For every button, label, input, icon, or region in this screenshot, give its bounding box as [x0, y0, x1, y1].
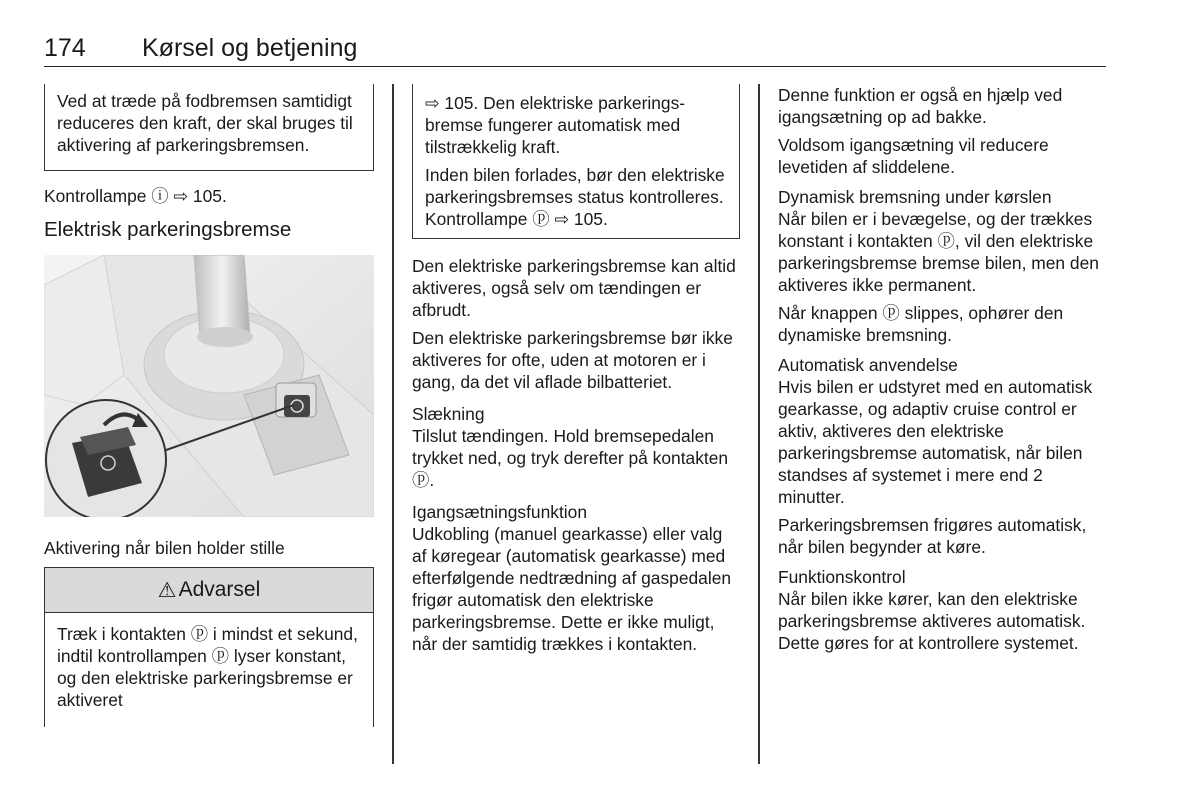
paragraph: Tilslut tændingen. Hold bremsepedalen trykket ned, og tryk derefter på kontakten ⓟ. — [412, 426, 729, 490]
paragraph: Udkobling (manuel gearkasse) eller valg af køregear (automatisk gearkasse) med efterfølgende nedtrædning af gaspedalen frigør automatisk den elektriske parkeringsbremse. Dette er ikke muligt, når der samtidig trækkes i kontakten. — [412, 524, 732, 654]
subheading-function-check: Funktionskontrol — [778, 567, 906, 587]
warning-body — [45, 613, 373, 727]
page-number: 174 — [44, 34, 86, 62]
parking-brake-drawing — [44, 255, 374, 517]
paragraph: Parkeringsbremsen frigøres automatisk, når bilen begynder at køre. — [778, 515, 1087, 557]
paragraph: Voldsom igangsætning vil reducere levetiden af sliddelene. — [778, 135, 1049, 177]
paragraph: Den elektriske parkeringsbremse bør ikke aktiveres for ofte, uden at motoren er i gang, da det vil aflade bilbatteriet. — [412, 328, 733, 392]
paragraph: Denne funktion er også en hjælp ved igangsætning op ad bakke. — [778, 85, 1063, 127]
warning-title: Advarsel — [178, 578, 261, 601]
box-paragraph: ⇨ 105. Den elektriske parkeringsbremse fungerer automatisk med tilstrækkelig kraft. — [425, 93, 686, 157]
page-header — [44, 30, 1106, 67]
warning-header — [45, 568, 373, 613]
indicator-reference: Kontrollampe ⓘ ⇨ 105. — [44, 186, 227, 206]
subheading-automatic-use: Automatisk anvendelse — [778, 355, 958, 375]
paragraph: Den elektriske parkeringsbremse kan altid aktiveres, også selv om tændingen er afbrudt. — [412, 256, 736, 320]
note-box — [44, 84, 374, 171]
parking-brake-illustration — [44, 255, 374, 517]
subheading-activation: Aktivering når bilen holder stille — [44, 538, 285, 558]
subheading-dynamic-braking: Dynamisk bremsning under kørslen — [778, 187, 1052, 207]
column-left — [44, 84, 374, 727]
page-title: Kørsel og betjening — [142, 34, 358, 62]
box-paragraph: Inden bilen forlades, bør den elektriske parkeringsbremses status kontrolleres. Kontrollampe ⓟ ⇨ 105. — [425, 165, 725, 229]
column-divider — [758, 84, 760, 764]
column-right — [778, 84, 1108, 660]
warning-triangle-icon: ⚠ — [157, 578, 177, 602]
paragraph: Når bilen ikke kører, kan den elektriske parkeringsbremse aktiveres automatisk. Dette gøres for at kontrollere systemet. — [778, 589, 1086, 653]
warning-continuation-box — [412, 84, 740, 239]
paragraph: Hvis bilen er udstyret med en automatisk gearkasse, og adaptiv cruise control er aktiv, aktiveres den elektriske parkeringsbremse automatisk, når bilen standses af systemet i mere end 2 minutter. — [778, 377, 1093, 507]
column-middle — [412, 84, 740, 661]
subheading-release: Slækning — [412, 404, 485, 424]
subheading-start-function: Igangsætningsfunktion — [412, 502, 587, 522]
paragraph: Når knappen ⓟ slippes, ophører den dynamiske bremsning. — [778, 303, 1064, 345]
note-text: Ved at træde på fodbremsen samtidigt reduceres den kraft, der skal bruges til aktivering af parkeringsbremsen. — [57, 91, 353, 155]
paragraph: Når bilen er i bevægelse, og der trækkes konstant i kontakten ⓟ, vil den elektriske parkeringsbremse bremse bilen, men den aktiveres ikke permanent. — [778, 209, 1099, 295]
warning-box — [44, 567, 374, 727]
column-divider — [392, 84, 394, 764]
warning-text: Træk i kontakten ⓟ i mindst et sekund, indtil kontrollampen ⓟ lyser konstant, og den elektriske parkeringsbremse er aktiveret — [57, 624, 358, 710]
section-title: Elektrisk parkeringsbremse — [44, 218, 292, 241]
